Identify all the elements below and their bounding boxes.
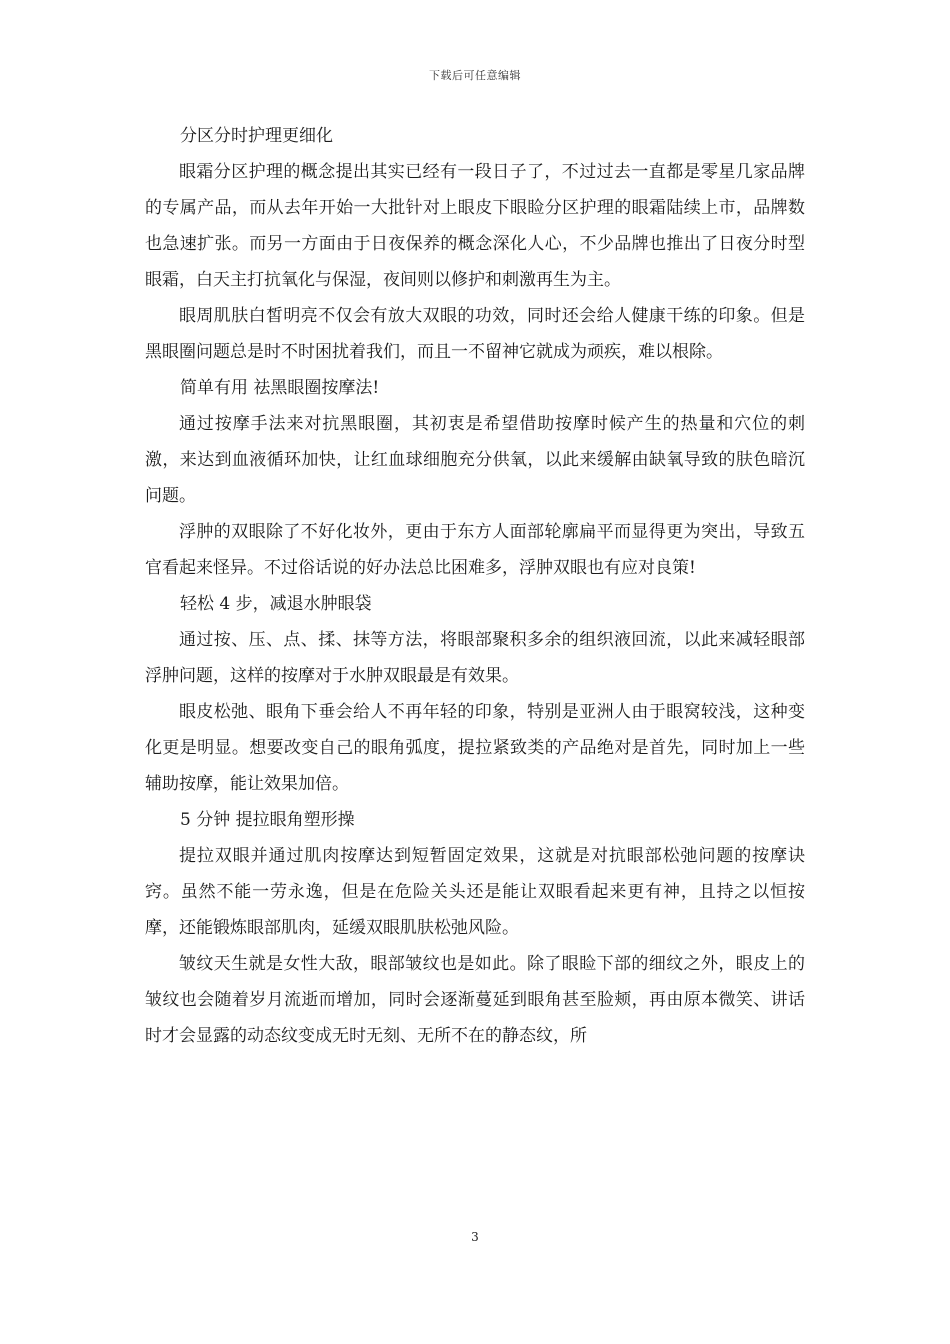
paragraph: 皱纹天生就是女性大敌，眼部皱纹也是如此。除了眼睑下部的细纹之外，眼皮上的皱纹也会随着岁月流逝而增加，同时会逐渐蔓延到眼角甚至脸颊，再由原本微笑、讲话时才会显露的动态纹变成无时无刻、无所不在的静态纹，所 xyxy=(145,954,805,1046)
section-heading: 分区分时护理更细化 xyxy=(180,126,333,146)
page-header: 下载后可任意编辑 xyxy=(429,69,521,82)
page-number: 3 xyxy=(471,1230,479,1244)
paragraph: 提拉双眼并通过肌肉按摩达到短暂固定效果，这就是对抗眼部松弛问题的按摩诀窍。虽然不能一劳永逸，但是在危险关头还是能让双眼看起来更有神，且持之以恒按摩，还能锻炼眼部肌肉，延缓双眼肌肤松弛风险。 xyxy=(145,846,805,938)
paragraph: 通过按摩手法来对抗黑眼圈，其初衷是希望借助按摩时候产生的热量和穴位的刺激，来达到血液循环加快，让红血球细胞充分供氧，以此来缓解由缺氧导致的肤色暗沉问题。 xyxy=(145,414,805,506)
section-heading: 轻松 4 步，减退水肿眼袋 xyxy=(180,594,372,614)
paragraph: 浮肿的双眼除了不好化妆外，更由于东方人面部轮廓扁平而显得更为突出，导致五官看起来怪异。不过俗话说的好办法总比困难多，浮肿双眼也有应对良策! xyxy=(145,522,805,578)
document-body xyxy=(145,118,805,1054)
paragraph: 通过按、压、点、揉、抹等方法，将眼部聚积多余的组织液回流，以此来减轻眼部浮肿问题，这样的按摩对于水肿双眼最是有效果。 xyxy=(145,630,805,686)
paragraph: 眼周肌肤白皙明亮不仅会有放大双眼的功效，同时还会给人健康干练的印象。但是黑眼圈问题总是时不时困扰着我们，而且一不留神它就成为顽疾，难以根除。 xyxy=(145,306,805,362)
paragraph: 眼霜分区护理的概念提出其实已经有一段日子了，不过过去一直都是零星几家品牌的专属产品，而从去年开始一大批针对上眼皮下眼睑分区护理的眼霜陆续上市，品牌数也急速扩张。而另一方面由于日夜保养的概念深化人心，不少品牌也推出了日夜分时型眼霜，白天主打抗氧化与保湿，夜间则以修护和刺激再生为主。 xyxy=(145,162,805,290)
section-heading: 简单有用 祛黑眼圈按摩法! xyxy=(180,378,380,398)
paragraph: 眼皮松弛、眼角下垂会给人不再年轻的印象，特别是亚洲人由于眼窝较浅，这种变化更是明显。想要改变自己的眼角弧度，提拉紧致类的产品绝对是首先，同时加上一些辅助按摩，能让效果加倍。 xyxy=(145,702,805,794)
section-heading: 5 分钟 提拉眼角塑形操 xyxy=(180,810,355,830)
